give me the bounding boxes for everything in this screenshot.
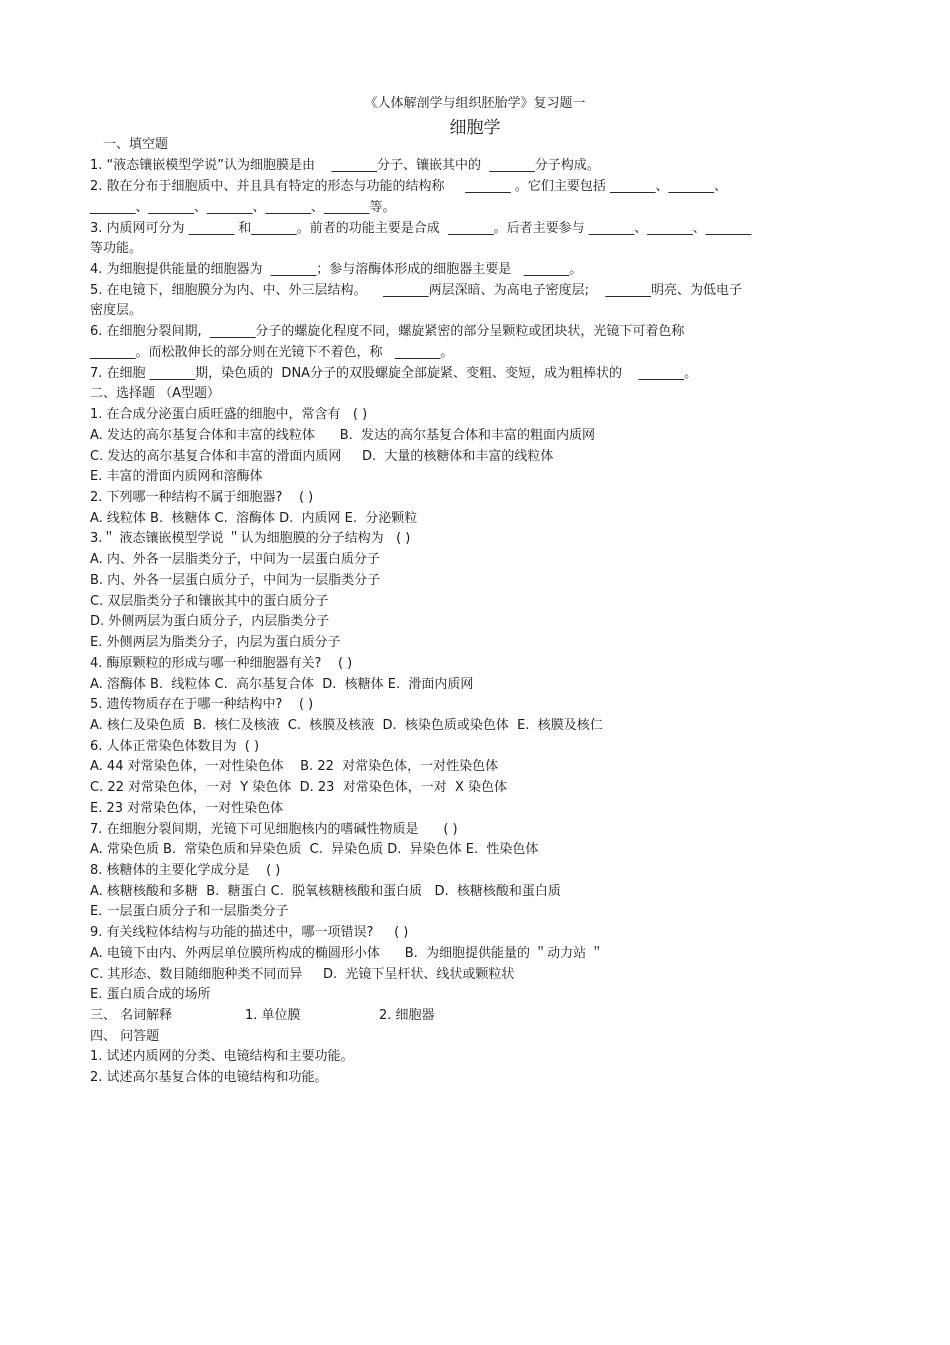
choice-3-option-a: A. 内、外各一层脂类分子，中间为一层蛋白质分子 [90, 552, 380, 567]
choice-1-option-e: E. 丰富的滑面内质网和溶酶体 [90, 469, 263, 484]
fill-question-5: 5. 在电镜下，细胞膜分为内、中、外三层结构。 _______两层深暗、为高电子密度层; _______明亮、为低电子 [90, 283, 742, 298]
choice-3-option-e: E. 外侧两层为脂类分子，内层为蛋白质分子 [90, 635, 341, 650]
choice-question-1: 1. 在合成分泌蛋白质旺盛的细胞中，常含有 ( ) [90, 407, 368, 422]
choice-1-options-cd: C. 发达的高尔基复合体和丰富的滑面内质网 D. 大量的核糖体和丰富的线粒体 [90, 449, 554, 464]
fill-question-3-cont: 等功能。 [90, 241, 143, 256]
choice-2-options: A. 线粒体 B. 核糖体 C. 溶酶体 D. 内质网 E. 分泌颗粒 [90, 511, 418, 526]
choice-question-2: 2. 下列哪一种结构不属于细胞器? ( ) [90, 490, 314, 505]
choice-6-options-ab: A. 44 对常染色体，一对性染色体 B. 22 对常染色体，一对性染色体 [90, 759, 499, 774]
document-title: 《人体解剖学与组织胚胎学》复习题一 [364, 96, 586, 111]
choice-6-option-e: E. 23 对常染色体，一对性染色体 [90, 801, 284, 816]
choice-5-options: A. 核仁及染色质 B. 核仁及核液 C. 核膜及核液 D. 核染色质或染色体 E. 核膜及核仁 [90, 718, 603, 733]
choice-question-6: 6. 人体正常染色体数目为 ( ) [90, 739, 260, 754]
fill-question-6-cont: _______。而松散伸长的部分则在光镜下不着色，称 _______。 [90, 345, 454, 360]
term-2: 2. 细胞器 [379, 1008, 435, 1023]
choice-4-options: A. 溶酶体 B. 线粒体 C. 高尔基复合体 D. 核糖体 E. 滑面内质网 [90, 677, 474, 692]
choice-question-5: 5. 遗传物质存在于哪一种结构中? ( ) [90, 697, 314, 712]
section-terms-heading: 三、 名词解释 [90, 1008, 173, 1023]
choice-question-7: 7. 在细胞分裂间期，光镜下可见细胞核内的嗜碱性物质是 ( ) [90, 822, 458, 837]
choice-3-option-d: D. 外侧两层为蛋白质分子，内层脂类分子 [90, 614, 330, 629]
qa-question-2: 2. 试述高尔基复合体的电镜结构和功能。 [90, 1070, 328, 1085]
choice-question-3: 3.＂ 液态镶嵌模型学说 ＂认为细胞膜的分子结构为 ( ) [90, 531, 411, 546]
section-qa-heading: 四、 问答题 [90, 1029, 160, 1044]
choice-9-option-e: E. 蛋白质合成的场所 [90, 987, 211, 1002]
choice-9-options-ab: A. 电镜下由内、外两层单位膜所构成的椭圆形小体 B. 为细胞提供能量的 ＂动力站 ＂ [90, 946, 604, 961]
fill-question-4: 4. 为细胞提供能量的细胞器为 _______；参与溶酶体形成的细胞器主要是 _______。 [90, 262, 583, 277]
qa-question-1: 1. 试述内质网的分类、电镜结构和主要功能。 [90, 1049, 354, 1064]
choice-6-options-cd: C. 22 对常染色体，一对 Y 染色体 D. 23 对常染色体，一对 X 染色体 [90, 780, 508, 795]
fill-question-3: 3. 内质网可分为 _______ 和_______。前者的功能主要是合成 _______。后者主要参与 _______、_______、_______ [90, 221, 752, 236]
section-fill-in-heading: 一、填空题 [103, 137, 169, 152]
fill-question-7: 7. 在细胞 _______期，染色质的 DNA分子的双股螺旋全部旋紧、变粗、变短，成为粗棒状的 _______。 [90, 366, 698, 381]
choice-question-8: 8. 核糖体的主要化学成分是 ( ) [90, 863, 281, 878]
choice-9-options-cd: C. 其形态、数目随细胞种类不同而异 D. 光镜下呈杆状、线状或颗粒状 [90, 967, 515, 982]
choice-1-options-ab: A. 发达的高尔基复合体和丰富的线粒体 B. 发达的高尔基复合体和丰富的粗面内质网 [90, 428, 596, 443]
choice-question-9: 9. 有关线粒体结构与功能的描述中，哪一项错误? ( ) [90, 925, 409, 940]
chapter-title: 细胞学 [449, 118, 501, 138]
choice-8-option-e: E. 一层蛋白质分子和一层脂类分子 [90, 904, 289, 919]
fill-question-6: 6. 在细胞分裂间期, _______分子的螺旋化程度不同，螺旋紧密的部分呈颗粒或团块状，光镜下可着色称 [90, 324, 685, 339]
choice-3-option-b: B. 内、外各一层蛋白质分子，中间为一层脂类分子 [90, 573, 381, 588]
fill-question-2-cont: _______、_______、_______、_______、_______等。 [90, 200, 396, 215]
fill-question-1: 1. “液态镶嵌模型学说”认为细胞膜是由 _______分子、镶嵌其中的 _______分子构成。 [90, 158, 600, 173]
fill-question-5-cont: 密度层。 [90, 303, 143, 318]
section-choice-heading: 二、选择题 （A型题） [90, 386, 221, 401]
term-1: 1. 单位膜 [245, 1008, 301, 1023]
choice-3-option-c: C. 双层脂类分子和镶嵌其中的蛋白质分子 [90, 594, 329, 609]
choice-question-4: 4. 酶原颗粒的形成与哪一种细胞器有关? ( ) [90, 656, 353, 671]
fill-question-2: 2. 散在分布于细胞质中、并且具有特定的形态与功能的结构称 _______ 。它们主要包括 _______、_______、 [90, 179, 727, 194]
choice-7-options: A. 常染色质 B. 常染色质和异染色质 C. 异染色质 D. 异染色体 E. 性染色体 [90, 842, 539, 857]
choice-8-options: A. 核糖核酸和多糖 B. 糖蛋白 C. 脱氧核糖核酸和蛋白质 D. 核糖核酸和蛋白质 [90, 884, 561, 899]
